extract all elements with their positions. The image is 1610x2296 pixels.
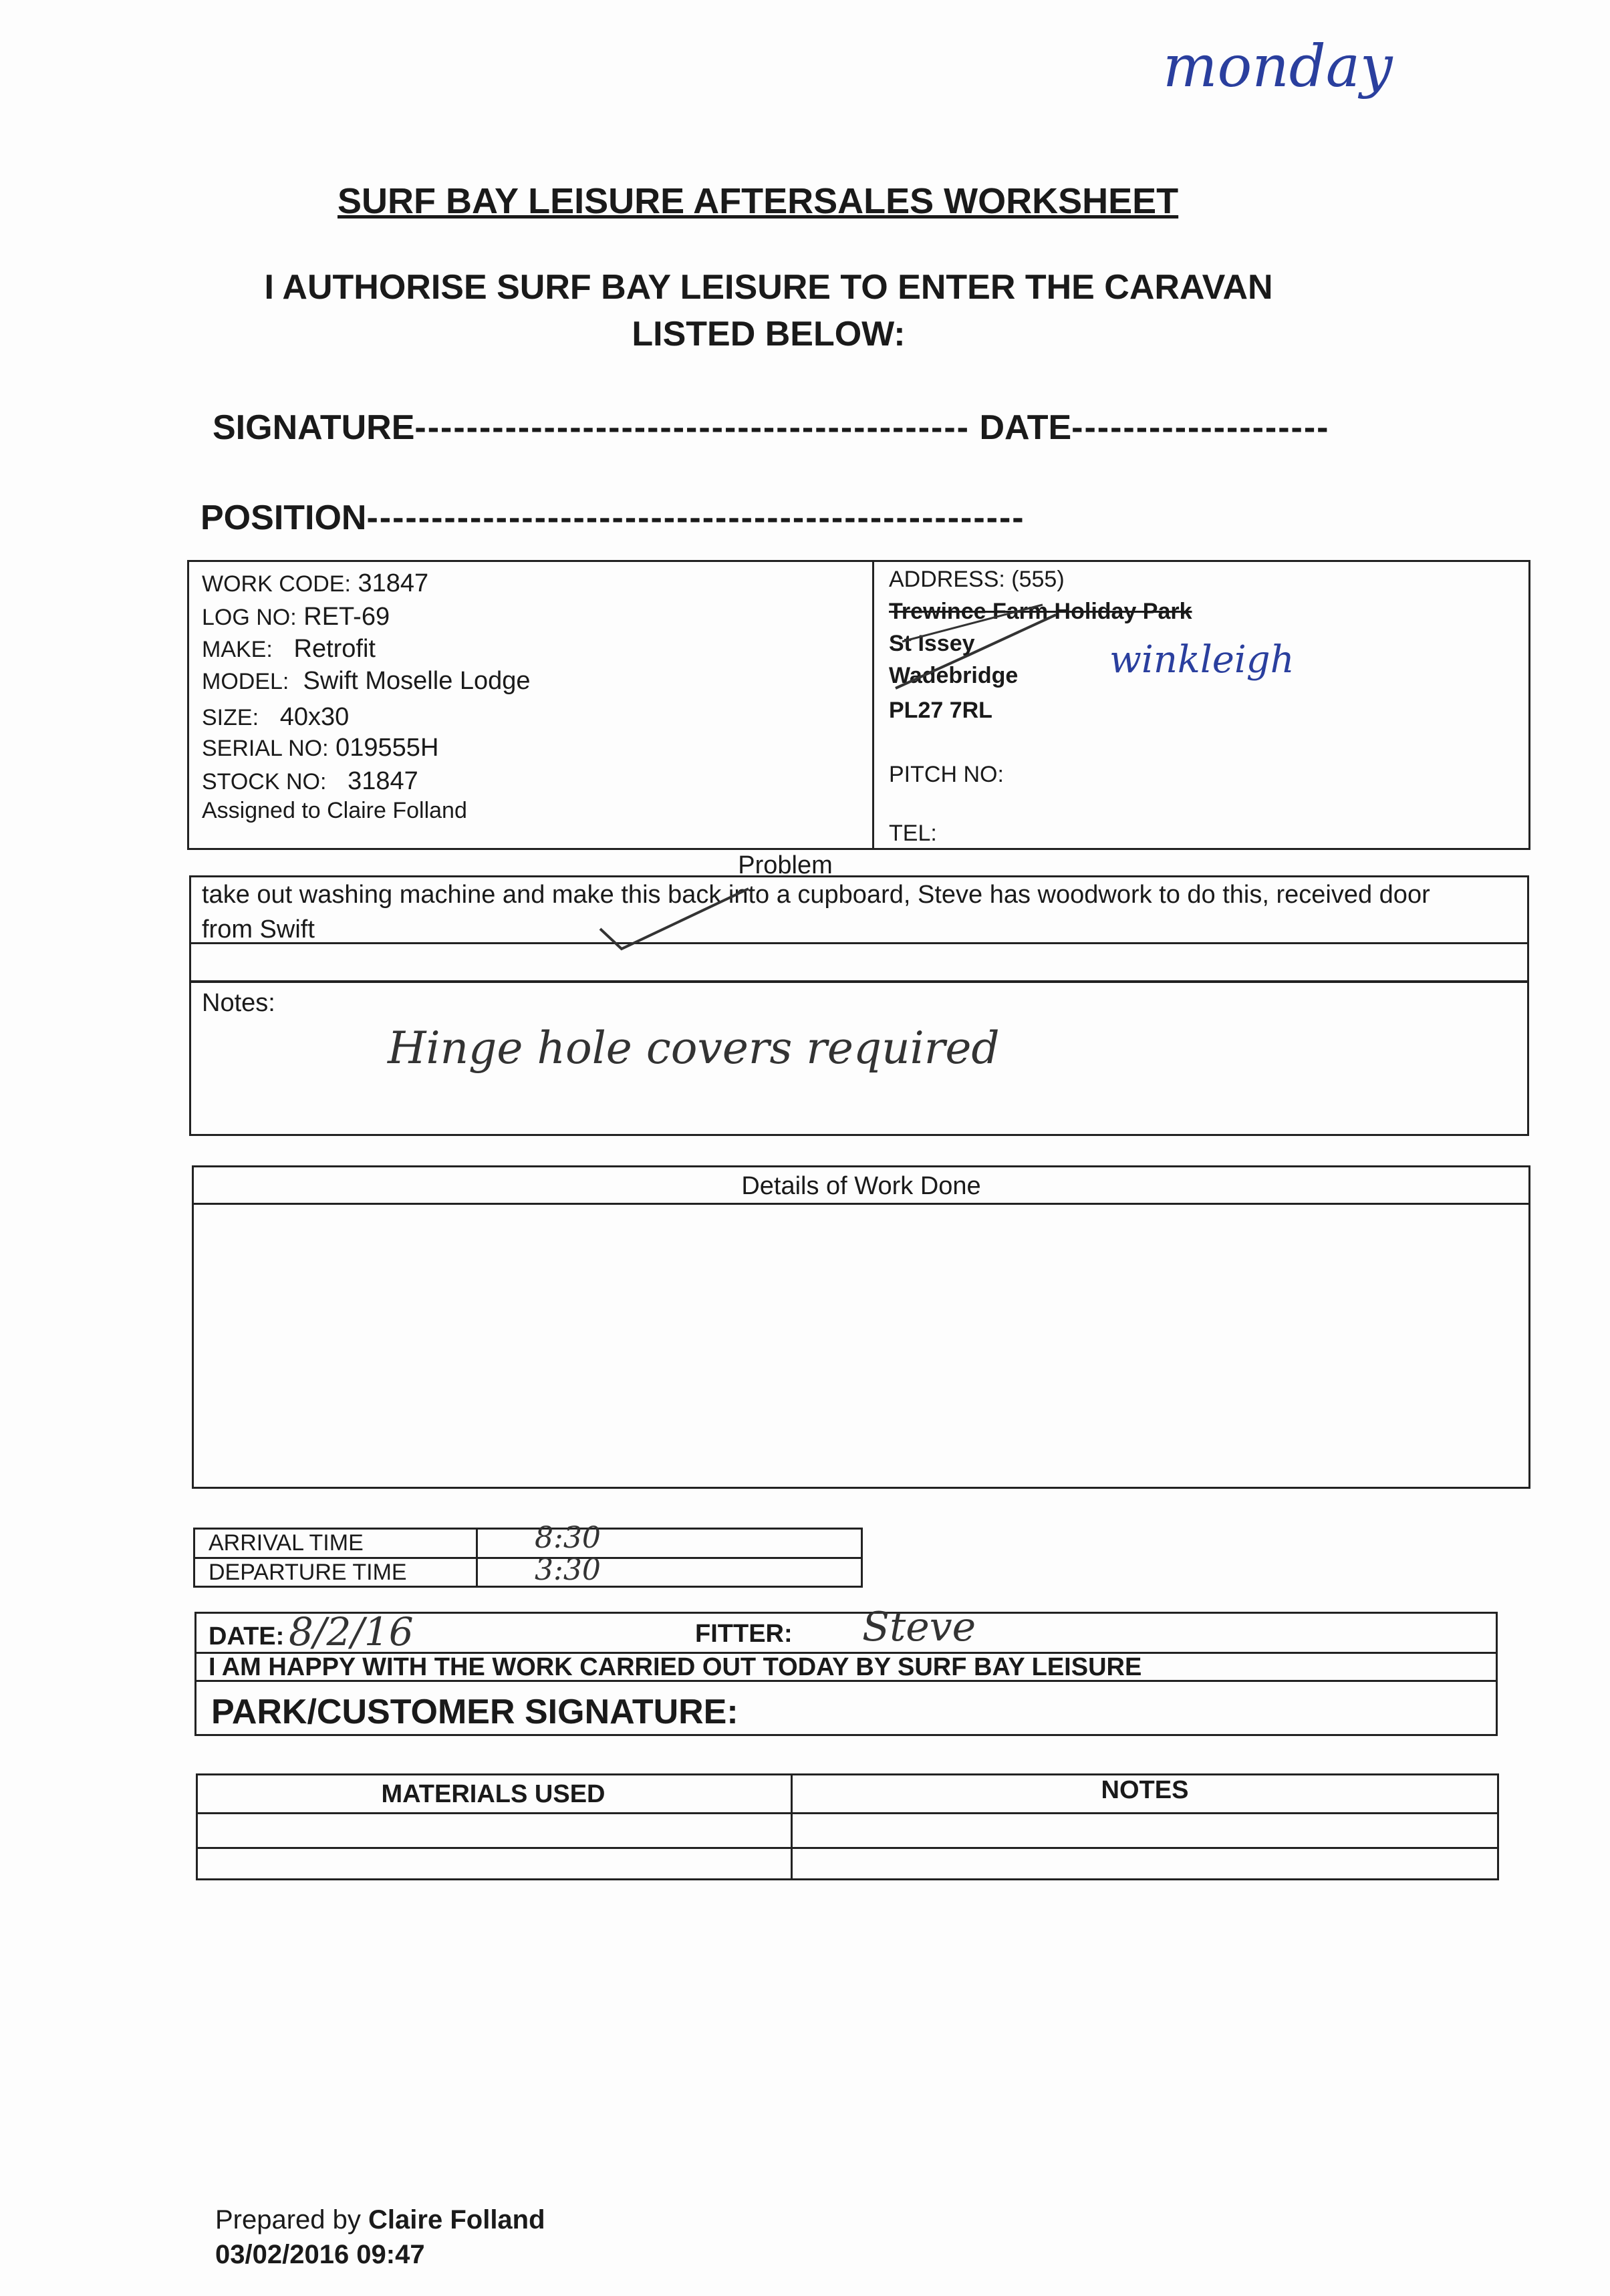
make-row [202, 635, 376, 664]
fitter-label: FITTER: [695, 1620, 793, 1648]
signature-dashes: ------------------------------------------- [414, 408, 970, 447]
date-dashes: -------------------- [1071, 408, 1330, 447]
problem-divider [189, 942, 1529, 944]
handwritten-departure-time: 3:30 [535, 1553, 601, 1587]
work-code-row [202, 569, 428, 598]
model-value: Swift Moselle Lodge [303, 667, 531, 695]
problem-text-line-1: take out washing machine and make this back into a cupboard, Steve has woodwork to do this, received door [202, 881, 1430, 909]
work-code-label: WORK CODE: [202, 571, 351, 597]
size-label: SIZE: [202, 705, 259, 730]
make-value: Retrofit [293, 635, 376, 663]
handwritten-notes: Hinge hole covers required [388, 1022, 1000, 1074]
authorise-line-2: LISTED BELOW: [632, 315, 906, 353]
model-label: MODEL: [202, 669, 289, 694]
handwritten-fitter-name: Steve [862, 1604, 976, 1651]
size-row [202, 703, 349, 732]
times-divider [193, 1557, 863, 1559]
customer-signature-label: PARK/CUSTOMER SIGNATURE: [211, 1693, 739, 1731]
job-address-divider [872, 560, 874, 850]
prepared-by [215, 2205, 545, 2235]
address-line-3: Wadebridge [889, 663, 1019, 688]
work-done-box [192, 1165, 1530, 1489]
happy-with-work-line: I AM HAPPY WITH THE WORK CARRIED OUT TODAY BY SURF BAY LEISURE [209, 1653, 1142, 1681]
work-code-value: 31847 [358, 569, 429, 597]
stock-row [202, 767, 418, 796]
prepared-by-label: Prepared by [215, 2205, 361, 2235]
materials-header-line [196, 1812, 1499, 1814]
departure-time-label: DEPARTURE TIME [209, 1560, 407, 1585]
materials-used-header: MATERIALS USED [381, 1780, 606, 1808]
assigned-to: Assigned to Claire Folland [202, 798, 467, 823]
position-row [200, 498, 1025, 538]
handwritten-arrival-time: 8:30 [535, 1521, 601, 1555]
signoff-date-label: DATE: [209, 1622, 285, 1651]
page-title: SURF BAY LEISURE AFTERSALES WORKSHEET [338, 181, 1179, 221]
authorise-line-1: I AUTHORISE SURF BAY LEISURE TO ENTER THE CARAVAN [264, 268, 1273, 307]
pitch-no-label: PITCH NO: [889, 762, 1004, 787]
date-label: DATE [979, 408, 1072, 447]
handwritten-address-note: winkleigh [1109, 638, 1295, 682]
serial-row [202, 734, 438, 762]
log-no-row [202, 603, 390, 631]
address-line-1: Trewince Farm Holiday Park [889, 599, 1192, 624]
serial-label: SERIAL NO: [202, 736, 329, 761]
stock-label: STOCK NO: [202, 769, 327, 795]
address-strike-marks [889, 601, 1076, 695]
position-dashes: --------------------------------------------------- [366, 498, 1025, 537]
position-label: POSITION [200, 498, 367, 537]
prepared-timestamp: 03/02/2016 09:47 [215, 2240, 425, 2269]
problem-text-line-2: from Swift [202, 915, 315, 944]
prepared-by-name: Claire Folland [368, 2205, 545, 2235]
address-line-4: PL27 7RL [889, 698, 992, 723]
signature-label: SIGNATURE [213, 408, 415, 447]
log-no-label: LOG NO: [202, 605, 297, 630]
make-label: MAKE: [202, 637, 273, 662]
stock-value: 31847 [348, 767, 418, 795]
handwritten-day-note: monday [1163, 33, 1393, 100]
times-col-divider [476, 1528, 478, 1588]
arrival-time-label: ARRIVAL TIME [209, 1530, 364, 1556]
materials-row-line [196, 1847, 1499, 1849]
address-label: ADDRESS: (555) [889, 567, 1065, 592]
materials-notes-header: NOTES [1101, 1776, 1189, 1804]
address-line-2: St Issey [889, 631, 975, 656]
notes-label: Notes: [202, 989, 275, 1017]
model-row [202, 667, 531, 696]
tel-label: TEL: [889, 821, 937, 846]
handwritten-signoff-date: 8/2/16 [289, 1609, 414, 1655]
work-done-header-line [192, 1203, 1530, 1205]
serial-value: 019555H [336, 734, 439, 762]
authorisation-signature-row [213, 408, 1329, 448]
problem-label: Problem [738, 851, 833, 879]
work-done-label: Details of Work Done [741, 1172, 981, 1200]
log-no-value: RET-69 [303, 603, 390, 631]
size-value: 40x30 [279, 703, 350, 731]
problem-tick-mark [595, 882, 755, 956]
